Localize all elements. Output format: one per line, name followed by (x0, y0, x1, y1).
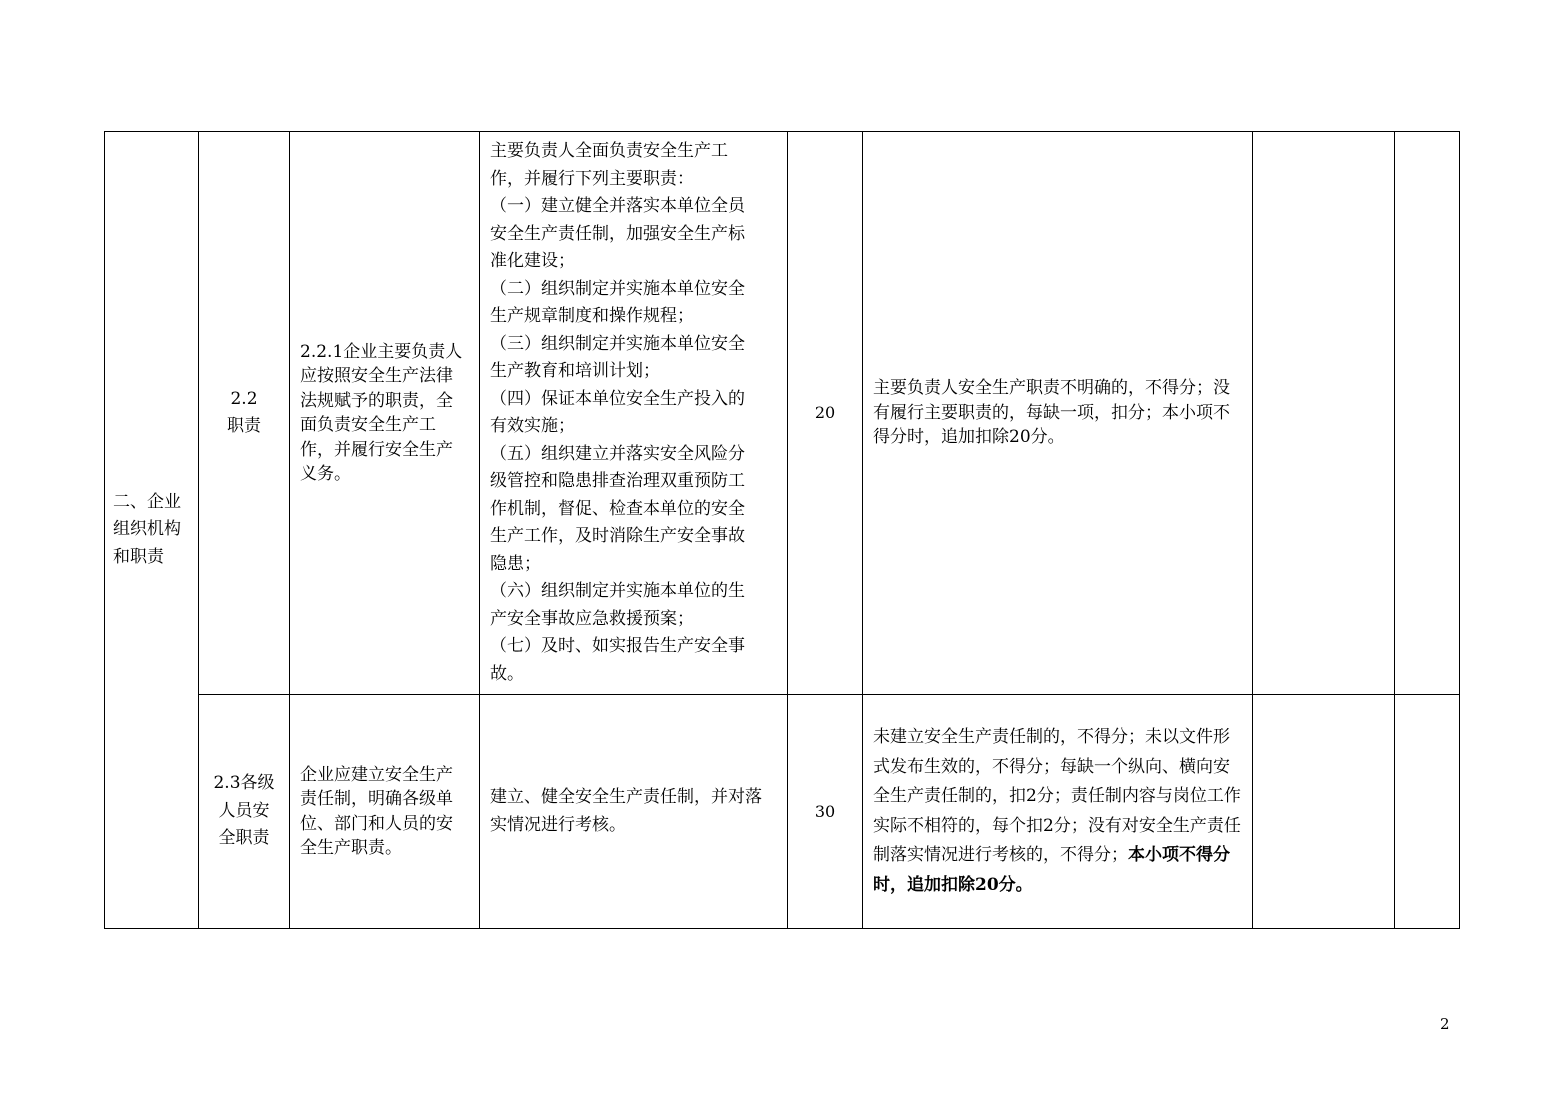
content-line: 作机制，督促、检查本单位的安全 (490, 498, 745, 519)
content-line: 生产教育和培训计划； (490, 361, 660, 381)
content-line: （一）建立健全并落实本单位全员 (490, 196, 745, 216)
category-cell (105, 132, 199, 929)
criteria-text: 主要负责人安全生产职责不明确的，不得分；没有履行主要职责的，每缺一项，扣分；本小项不得分时，追加扣除20分。 (873, 378, 1230, 448)
content-cell (480, 132, 788, 695)
content-line: （四）保证本单位安全生产投入的 (490, 388, 745, 409)
content-line: 作，并履行下列主要职责： (490, 168, 694, 189)
content-line: （二）组织制定并实施本单位安全 (490, 278, 745, 299)
content-line: 安全生产责任制，加强安全生产标 (490, 223, 745, 244)
score-value: 30 (814, 801, 836, 821)
criteria-text: 未建立安全生产责任制的，不得分；未以文件形式发布生效的，不得分；每缺一个纵向、横向安全生产责任制的，扣2分；责任制内容与岗位工作实际不相符的，每个扣2分；没有对安全生产责任制落实情况进行考核的，不得分； (873, 727, 1241, 865)
requirement-cell (290, 695, 480, 929)
item-title: 人员安全职责 (218, 800, 270, 849)
requirement-cell (290, 132, 480, 695)
item-title: 职责 (227, 416, 261, 436)
content-line: 准化建设； (490, 251, 575, 271)
blank-cell (1253, 132, 1395, 695)
item-code: 2.3各级 (213, 773, 275, 794)
blank-cell (1253, 695, 1395, 929)
table-row (105, 132, 1460, 695)
content-line: 生产规章制度和操作规程； (490, 306, 694, 326)
content-list (490, 138, 777, 688)
content-line: （六）组织制定并实施本单位的生 (490, 581, 745, 601)
content-line: 有效实施； (490, 416, 575, 436)
content-line: （三）组织制定并实施本单位安全 (490, 333, 745, 354)
item-code-cell (199, 132, 290, 695)
score-cell (788, 132, 863, 695)
item-code: 2.2 (230, 388, 258, 409)
category-label: 二、企业组织机构和职责 (113, 491, 181, 567)
blank-cell (1395, 695, 1460, 929)
content-line: 级管控和隐患排查治理双重预防工 (490, 471, 745, 491)
content-line: （五）组织建立并落实安全风险分 (490, 443, 745, 464)
content-line: 隐患； (490, 553, 541, 574)
table-row (105, 695, 1460, 929)
content-line: 主要负责人全面负责安全生产工 (490, 141, 728, 161)
criteria-cell (863, 695, 1253, 929)
content-line: 生产工作，及时消除生产安全事故 (490, 526, 745, 546)
content-cell (480, 695, 788, 929)
criteria-cell (863, 132, 1253, 695)
requirement-text: 2.2.1企业主要负责人应按照安全生产法律法规赋予的职责，全面负责安全生产工作，并履行安全生产义务。 (300, 341, 463, 484)
score-value: 20 (814, 403, 836, 423)
content-line: 产安全事故应急救援预案； (490, 608, 694, 629)
criteria-bold-text: 本小项不得分时，追加扣除20分。 (873, 845, 1230, 895)
item-code-cell (199, 695, 290, 929)
content-line: 故。 (490, 663, 524, 684)
requirement-text: 企业应建立安全生产责任制，明确各级单位、部门和人员的安全生产职责。 (300, 764, 453, 858)
assessment-table (104, 131, 1460, 929)
content-text: 建立、健全安全生产责任制，并对落实情况进行考核。 (490, 787, 762, 835)
blank-cell (1395, 132, 1460, 695)
score-cell (788, 695, 863, 929)
page-number: 2 (1440, 1015, 1450, 1033)
content-line: （七）及时、如实报告生产安全事 (490, 636, 745, 656)
